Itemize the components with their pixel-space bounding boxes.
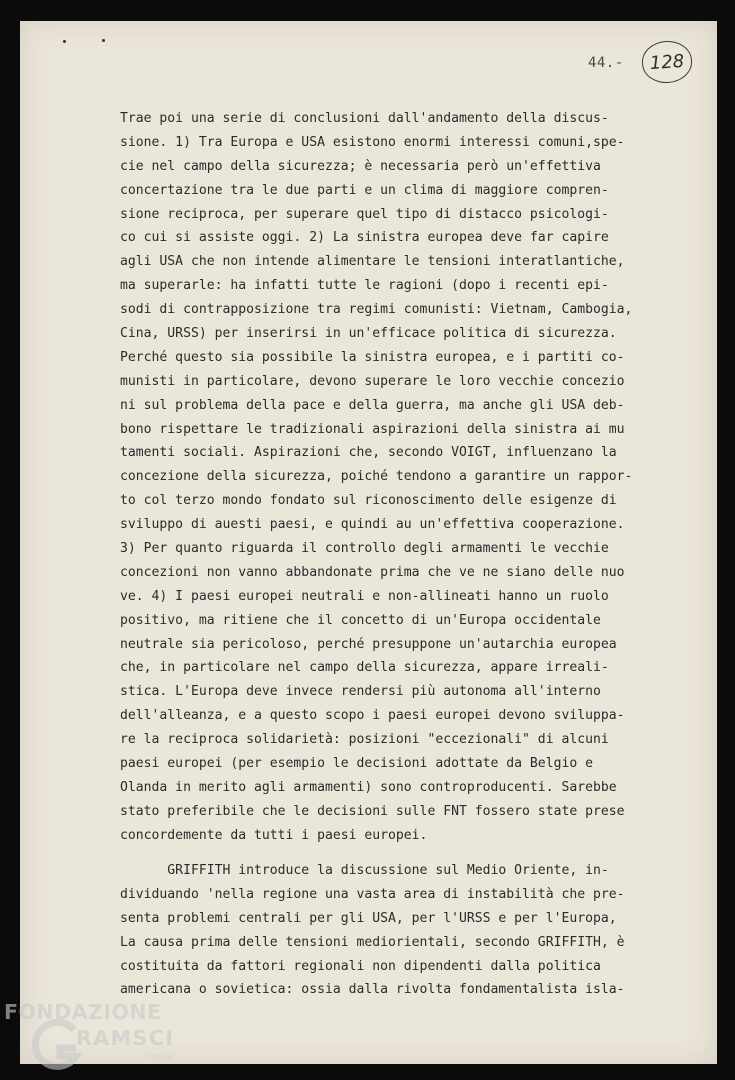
text-line: dell'alleanza, e a questo scopo i paesi europei devono sviluppa- [120, 708, 625, 724]
text-line: positivo, ma ritiene che il concetto di un'Europa occidentale [120, 612, 601, 628]
punch-mark [102, 39, 105, 42]
text-line: senta problemi centrali per gli USA, per l'URSS e per l'Europa, [120, 910, 617, 926]
paragraph-1 [120, 107, 680, 848]
text-line: Olanda in merito agli armamenti) sono controproducenti. Sarebbe [120, 779, 617, 795]
text-line: sione reciproca, per superare quel tipo di distacco psicologi- [120, 206, 609, 222]
text-line: americana o sovietica: ossia dalla rivolta fondamentalista isla- [120, 982, 625, 998]
text-line: ve. 4) I paesi europei neutrali e non-allineati hanno un ruolo [120, 588, 609, 604]
text-line: stica. L'Europa deve invece rendersi più autonoma all'interno [120, 684, 601, 700]
text-line: La causa prima delle tensioni mediorientali, secondo GRIFFITH, è [120, 934, 625, 950]
text-line: sione. 1) Tra Europa e USA esistono enormi interessi comuni,spe- [120, 134, 625, 150]
text-line: co cui si assiste oggi. 2) La sinistra europea deve far capire [120, 230, 609, 246]
punch-mark [63, 40, 66, 43]
text-line: bono rispettare le tradizionali aspirazioni della sinistra ai mu [120, 421, 625, 437]
text-line: cie nel campo della sicurezza; è necessaria però un'effettiva [120, 158, 601, 174]
page-number: 44.- [588, 55, 624, 71]
text-line: GRIFFITH introduce la discussione sul Medio Oriente, in- [120, 863, 609, 878]
text-line: che, in particolare nel campo della sicurezza, appare irreali- [120, 660, 609, 676]
text-line: stato preferibile che le decisioni sulle FNT fossero state prese [120, 803, 625, 819]
text-line: Cina, URSS) per inserirsi in un'efficace politica di sicurezza. [120, 326, 617, 342]
text-line: agli USA che non intende alimentare le tensioni interatlantiche, [120, 254, 625, 270]
text-line: Perché questo sia possibile la sinistra europea, e i partiti co- [120, 349, 625, 365]
text-line: tamenti sociali. Aspirazioni che, secondo VOIGT, influenzano la [120, 445, 617, 461]
text-line: re la reciproca solidarietà: posizioni "eccezionali" di alcuni [120, 732, 609, 748]
text-line: ni sul problema della pace e della guerra, ma anche gli USA deb- [120, 397, 625, 413]
text-line: paesi europei (per esempio le decisioni adottate da Belgio e [120, 756, 593, 772]
text-line: Trae poi una serie di conclusioni dall'andamento della discus- [120, 111, 609, 126]
text-line: concordemente da tutti i paesi europei. [120, 827, 428, 843]
text-line: sodi di contrapposizione tra regimi comunisti: Vietnam, Cambogia, [120, 302, 633, 318]
archive-number-stamp: 128 [641, 39, 694, 84]
watermark-onlus: onlus [150, 1052, 172, 1061]
text-line: neutrale sia pericoloso, perché presuppone un'autarchia europea [120, 636, 617, 652]
text-line: concertazione tra le due parti e un clima di maggiore compren- [120, 182, 609, 198]
text-line: dividuando 'nella regione una vasta area di instabilità che pre- [120, 886, 625, 902]
watermark-subtitle: RAMSCI [76, 1026, 175, 1050]
paragraph-2 [120, 859, 680, 1002]
text-line: ma superarle: ha infatti tutte le ragioni (dopo i recenti epi- [120, 278, 609, 294]
text-line: 3) Per quanto riguarda il controllo degli armamenti le vecchie [120, 541, 609, 557]
text-line: concezioni non vanno abbandonate prima che ve ne siano delle nuo [120, 564, 625, 580]
text-line: munisti in particolare, devono superare le loro vecchie concezio [120, 373, 625, 389]
document-page [20, 21, 717, 1064]
text-line: concezione della sicurezza, poiché tendono a garantire un rappor- [120, 469, 633, 485]
text-line: sviluppo di auesti paesi, e quindi au un'effettiva cooperazione. [120, 517, 625, 533]
text-line: to col terzo mondo fondato sul riconoscimento delle esigenze di [120, 493, 617, 509]
watermark-title: FONDAZIONE [4, 1000, 162, 1024]
text-line: costituita da fattori regionali non dipendenti dalla politica [120, 958, 601, 974]
